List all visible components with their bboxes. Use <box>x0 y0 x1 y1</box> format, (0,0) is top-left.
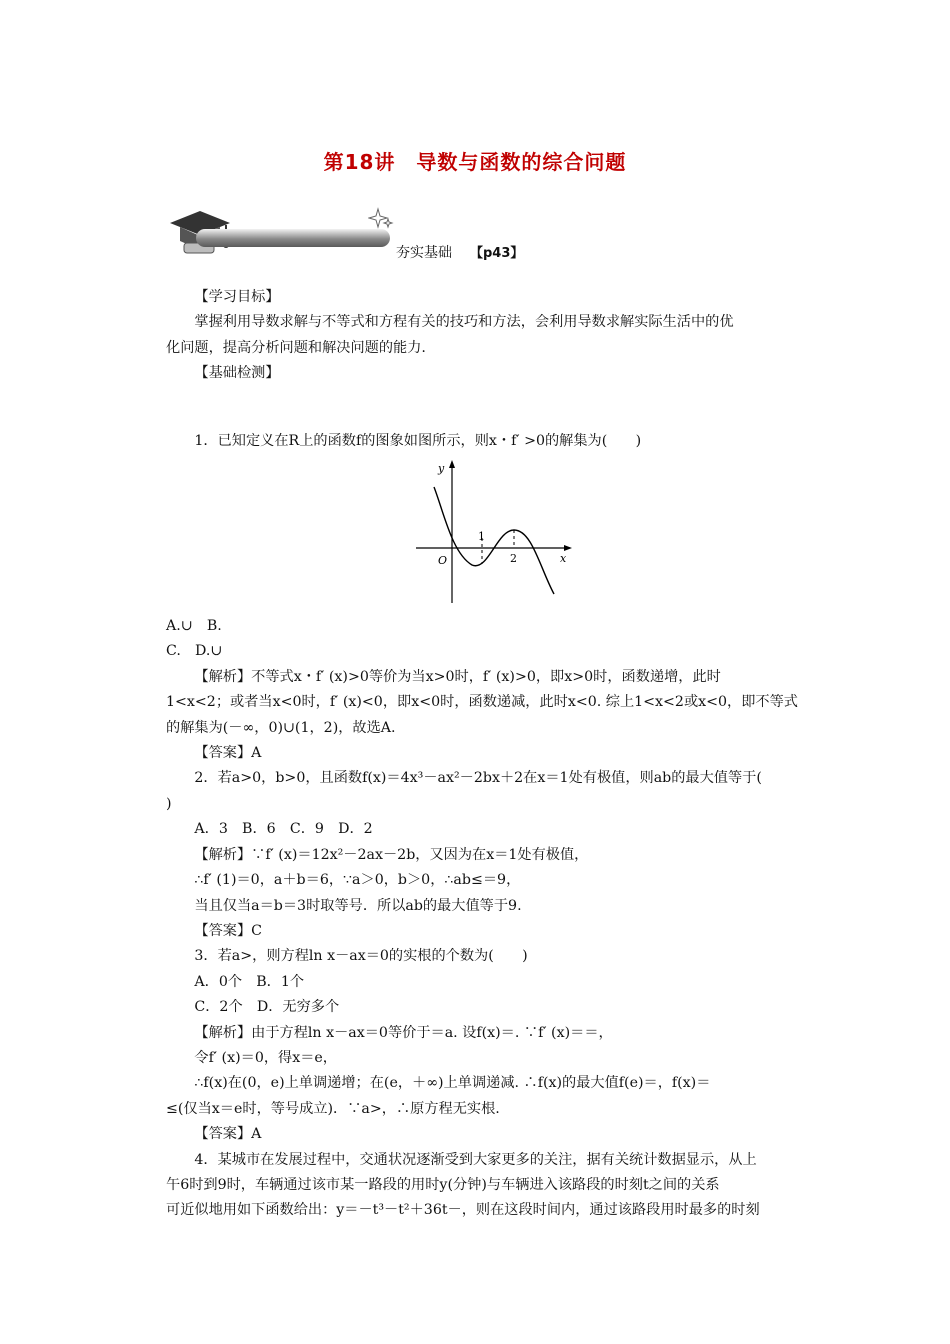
q4-line-3: 可近似地用如下函数给出：y＝－t³－t²＋36t－，则在这段时间内，通过该路段用时最多的时刻 <box>166 1202 760 1219</box>
basics-heading: 【基础检测】 <box>194 365 280 382</box>
q3-answer: 【答案】A <box>194 1126 262 1143</box>
q3-analysis-1: 【解析】由于方程ln x－ax＝0等价于＝a. 设f(x)＝. ∵f′ (x)＝＝， <box>194 1024 613 1041</box>
origin-label: O <box>438 554 448 568</box>
document-body <box>166 285 818 1224</box>
q3-analysis-3: ∴f(x)在(0，e)上单调递增；在(e，＋∞)上单调递减. ∴f(x)的最大值f(e)＝，f(x)＝ <box>194 1075 711 1092</box>
q2-analysis-2: ∴f′ (1)＝0，a＋b＝6，∵a＞0，b＞0，∴ab≤＝9， <box>194 872 521 889</box>
q2-stem-2: ) <box>166 795 172 812</box>
function-graph <box>414 458 574 608</box>
q1-figure <box>166 458 818 608</box>
objectives-text-1: 掌握利用导数求解与不等式和方程有关的技巧和方法，会利用导数求解实际生活中的优 <box>194 314 734 331</box>
axis-x-label: x <box>560 552 567 566</box>
q4-line-1: 4．某城市在发展过程中，交通状况逐渐受到大家更多的关注，据有关统计数据显示，从上 <box>194 1151 757 1168</box>
banner-bar <box>196 229 390 247</box>
banner-label <box>396 242 523 262</box>
q3-analysis-2: 令f′ (x)＝0，得x＝e， <box>194 1049 337 1066</box>
q1-answer: 【答案】A <box>194 745 262 762</box>
sparkle-icon <box>368 207 394 231</box>
q1-analysis-3: 的解集为(－∞，0)∪(1，2)，故选A. <box>166 719 396 736</box>
page-title: 第18讲 导数与函数的综合问题 <box>323 150 627 174</box>
axis-y-label: y <box>438 462 445 476</box>
objectives-heading: 【学习目标】 <box>194 289 280 305</box>
objectives-text-2: 化问题，提高分析问题和解决问题的能力. <box>166 339 426 356</box>
q2-options: A．3 B．6 C．9 D．2 <box>194 821 373 838</box>
q2-answer: 【答案】C <box>194 922 262 939</box>
q2-stem-1: 2．若a>0，b>0，且函数f(x)＝4x³－ax²－2bx＋2在x＝1处有极值，则ab的最大值等于( <box>194 770 762 787</box>
q3-stem: 3．若a>，则方程ln x－ax＝0的实根的个数为( ) <box>194 948 528 965</box>
q3-options-cd: C．2个 D．无穷多个 <box>194 999 340 1016</box>
q1-analysis-1: 【解析】不等式x・f′ (x)>0等价为当x>0时，f′ (x)>0，即x>0时，函数递增，此时 <box>194 668 721 685</box>
q1-analysis-2: 1<x<2；或者当x<0时，f′ (x)<0，即x<0时，函数递减，此时x<0. 综上1<x<2或x<0，即不等式 <box>166 694 798 711</box>
section-banner <box>166 205 396 261</box>
banner-title: 夯实基础 <box>396 245 452 261</box>
q1-options-ab: A.∪ B. <box>166 618 222 635</box>
q1-stem: 1．已知定义在R上的函数f的图象如图所示，则x・f′ >0的解集为( ) <box>194 432 642 449</box>
q4-line-2: 午6时到9时，车辆通过该市某一路段的用时y(分钟)与车辆进入该路段的时刻t之间的关系 <box>166 1176 720 1193</box>
tick-label-1: 1 <box>478 530 485 544</box>
page-reference: 【p43】 <box>470 246 524 261</box>
q3-analysis-4: ≤(仅当x＝e时，等号成立)．∵a>，∴原方程无实根. <box>166 1100 500 1117</box>
q2-analysis-3: 当且仅当a＝b＝3时取等号．所以ab的最大值等于9. <box>194 897 522 914</box>
tick-label-2: 2 <box>510 552 517 566</box>
q3-options-ab: A．0个 B．1个 <box>194 973 305 990</box>
q1-options-cd: C. D.∪ <box>166 643 223 660</box>
q2-analysis-1: 【解析】∵f′ (x)＝12x²－2ax－2b，又因为在x＝1处有极值， <box>194 846 589 863</box>
